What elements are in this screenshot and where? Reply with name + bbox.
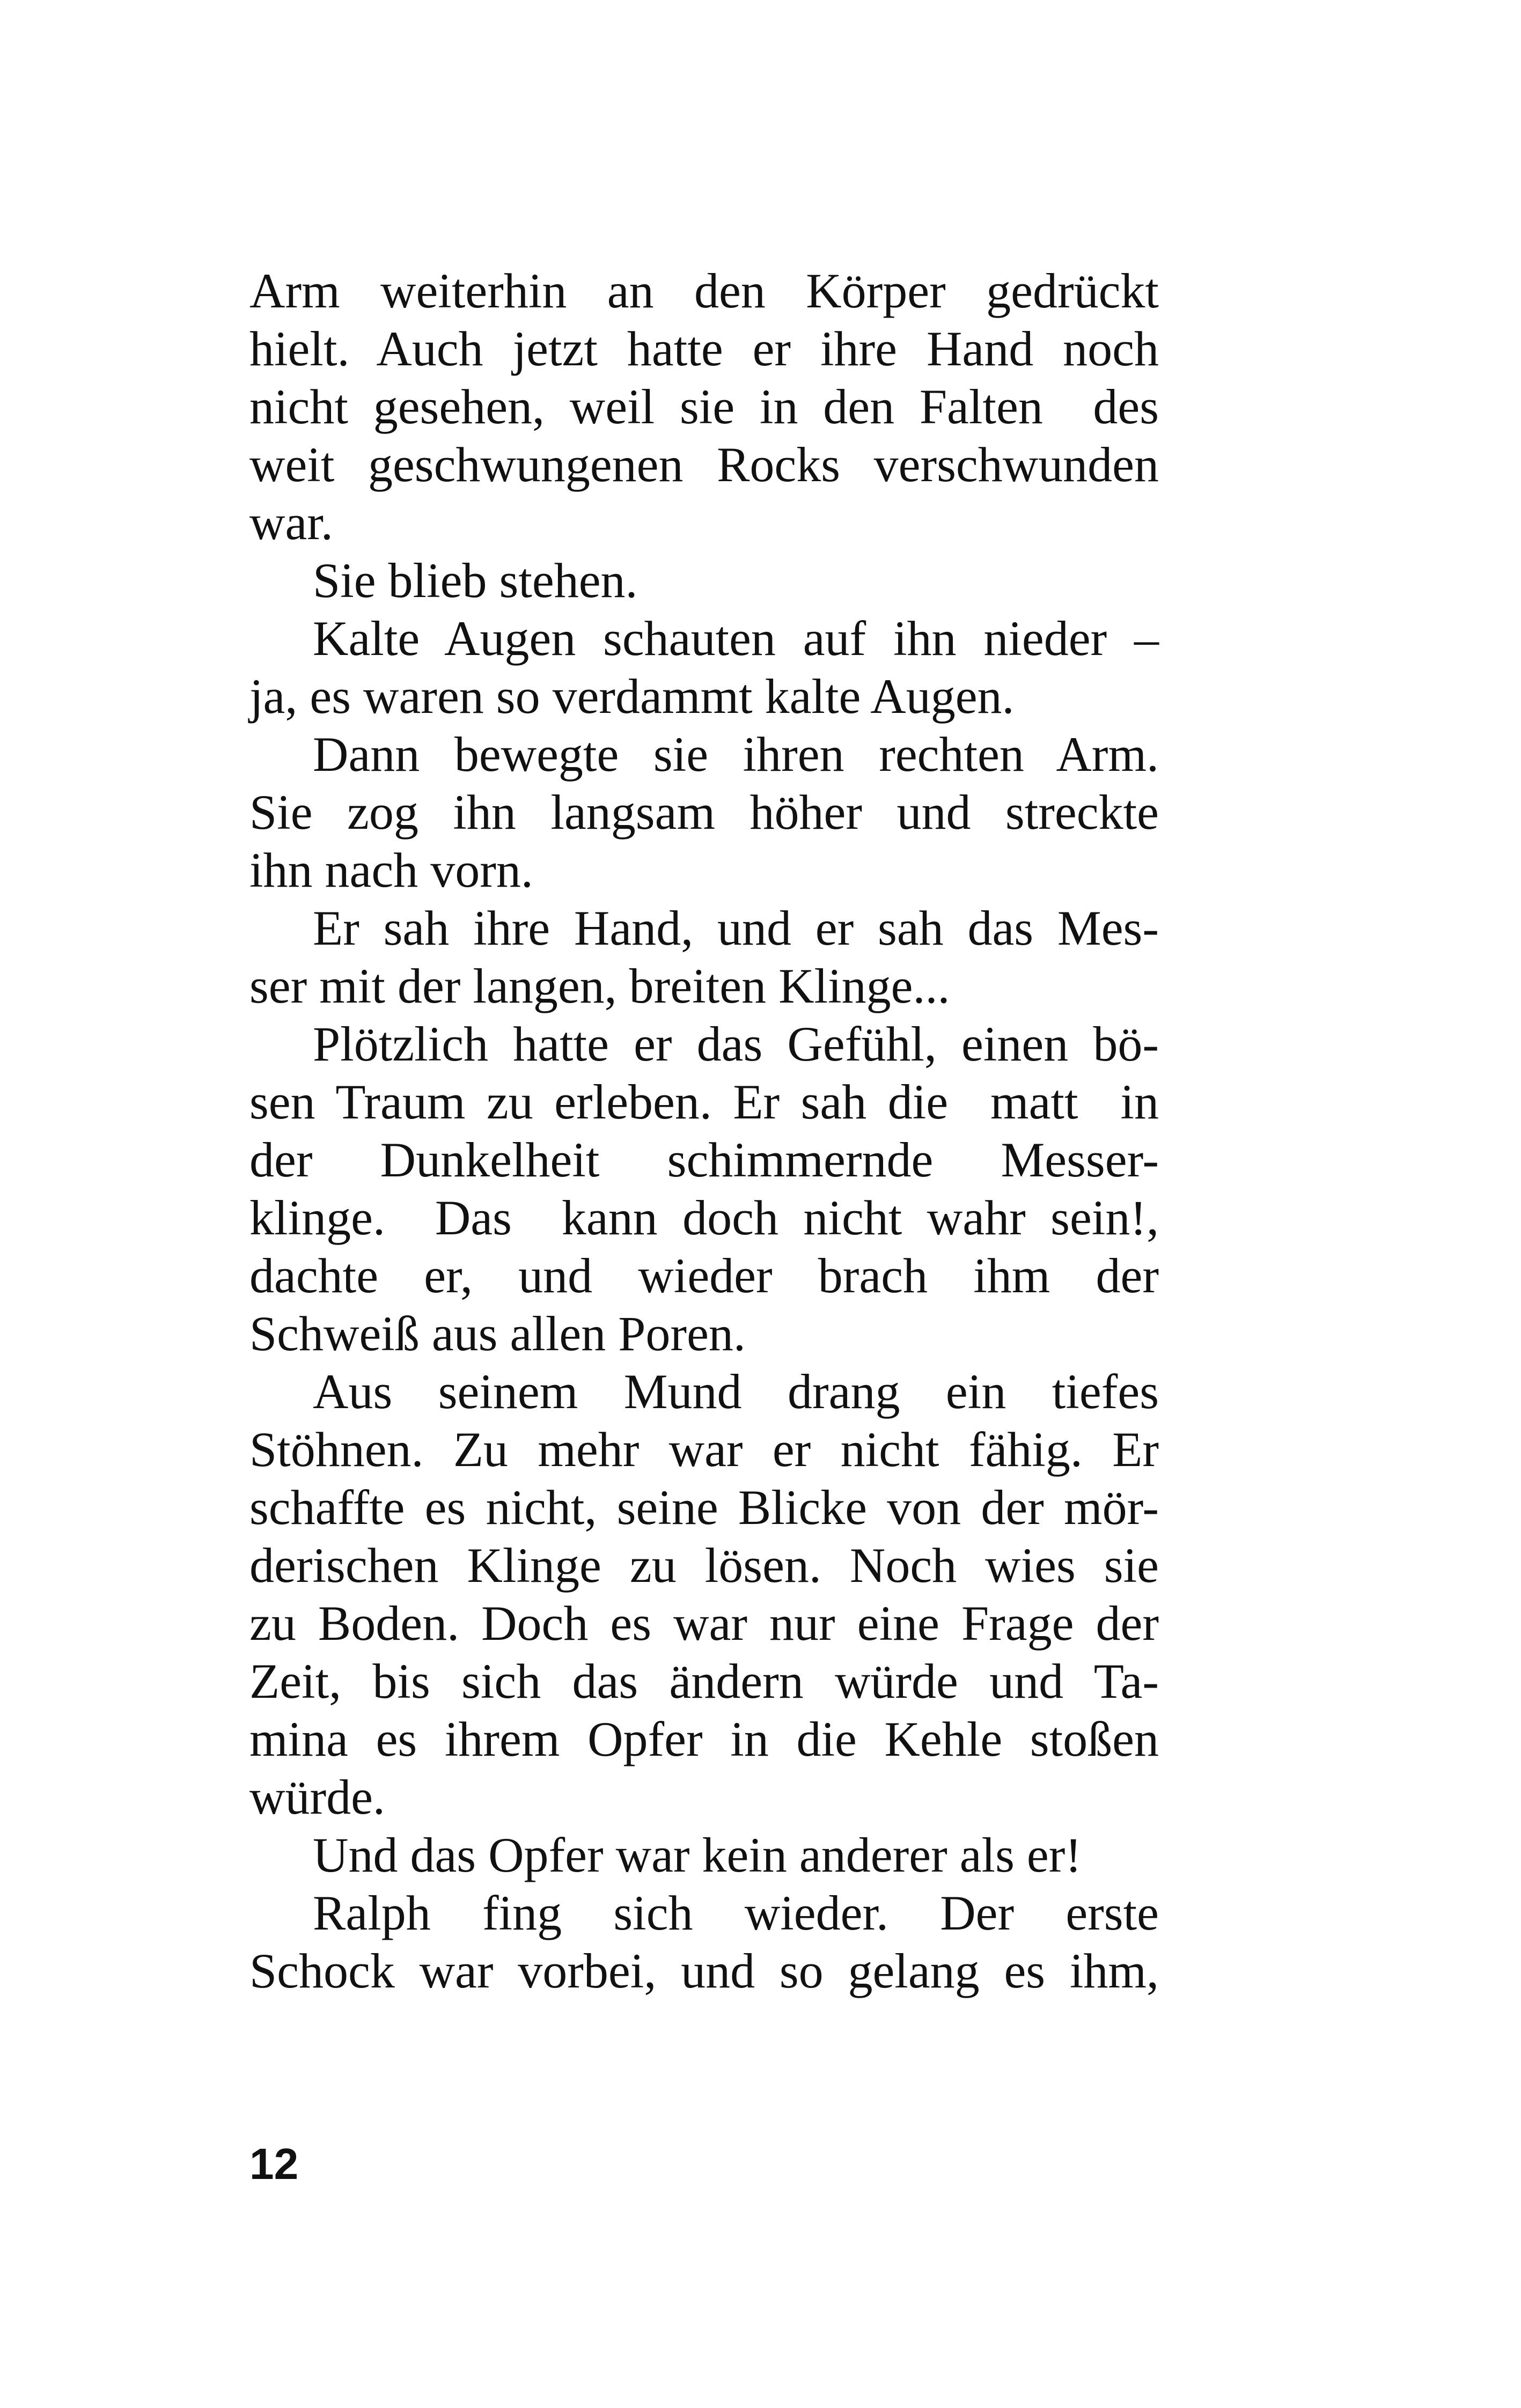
text-line: schaffte es nicht, seine Blicke von der mör- bbox=[249, 1480, 1159, 1535]
paragraph bbox=[249, 725, 1159, 899]
text-line: Schweiß aus allen Poren. bbox=[249, 1306, 746, 1361]
text-line: sen Traum zu erleben. Er sah die matt in bbox=[249, 1074, 1159, 1129]
paragraph bbox=[249, 609, 1159, 725]
text-line: dachte er, und wieder brach ihm der bbox=[249, 1248, 1159, 1303]
text-line: nicht gesehen, weil sie in den Falten des bbox=[249, 379, 1159, 434]
text-line: ser mit der langen, breiten Klinge... bbox=[249, 959, 950, 1013]
text-line: Aus seinem Mund drang ein tiefes bbox=[313, 1364, 1159, 1419]
text-line: zu Boden. Doch es war nur eine Frage der bbox=[249, 1596, 1159, 1651]
paragraph bbox=[249, 262, 1159, 551]
text-line: hielt. Auch jetzt hatte er ihre Hand noch bbox=[249, 321, 1159, 376]
text-line: klinge. Das kann doch nicht wahr sein!, bbox=[249, 1190, 1159, 1245]
text-line: Zeit, bis sich das ändern würde und Ta- bbox=[249, 1654, 1159, 1709]
paragraph bbox=[249, 899, 1159, 1015]
text-line: Stöhnen. Zu mehr war er nicht fähig. Er bbox=[249, 1422, 1159, 1477]
text-line: würde. bbox=[249, 1770, 385, 1824]
text-line: war. bbox=[249, 495, 333, 550]
paragraph bbox=[249, 1015, 1159, 1363]
paragraph bbox=[249, 1826, 1159, 1884]
text-line: Er sah ihre Hand, und er sah das Mes- bbox=[313, 901, 1159, 955]
text-line: weit geschwungenen Rocks verschwunden bbox=[249, 437, 1159, 492]
text-line: Schock war vorbei, und so gelang es ihm, bbox=[249, 1943, 1159, 1998]
text-line: Und das Opfer war kein anderer als er! bbox=[313, 1828, 1082, 1882]
text-line: mina es ihrem Opfer in die Kehle stoßen bbox=[249, 1712, 1159, 1766]
paragraph bbox=[249, 551, 1159, 609]
text-line: Dann bewegte sie ihren rechten Arm. bbox=[313, 727, 1159, 782]
paragraph bbox=[249, 1363, 1159, 1826]
text-line: der Dunkelheit schimmernde Messer- bbox=[249, 1132, 1159, 1187]
text-line: Sie zog ihn langsam höher und streckte bbox=[249, 785, 1159, 840]
text-line: ihn nach vorn. bbox=[249, 843, 533, 897]
text-line: derischen Klinge zu lösen. Noch wies sie bbox=[249, 1538, 1159, 1593]
text-line: ja, es waren so verdammt kalte Augen. bbox=[249, 669, 1015, 724]
text-line: Sie blieb stehen. bbox=[313, 553, 638, 608]
body-text bbox=[249, 262, 1159, 2000]
page-number: 12 bbox=[249, 2140, 299, 2189]
text-line: Kalte Augen schauten auf ihn nieder – bbox=[313, 611, 1159, 666]
paragraph bbox=[249, 1884, 1159, 2000]
text-line: Plötzlich hatte er das Gefühl, einen bö- bbox=[313, 1017, 1159, 1071]
text-line: Ralph fing sich wieder. Der erste bbox=[313, 1886, 1159, 1940]
text-line: Arm weiterhin an den Körper gedrückt bbox=[249, 263, 1159, 318]
